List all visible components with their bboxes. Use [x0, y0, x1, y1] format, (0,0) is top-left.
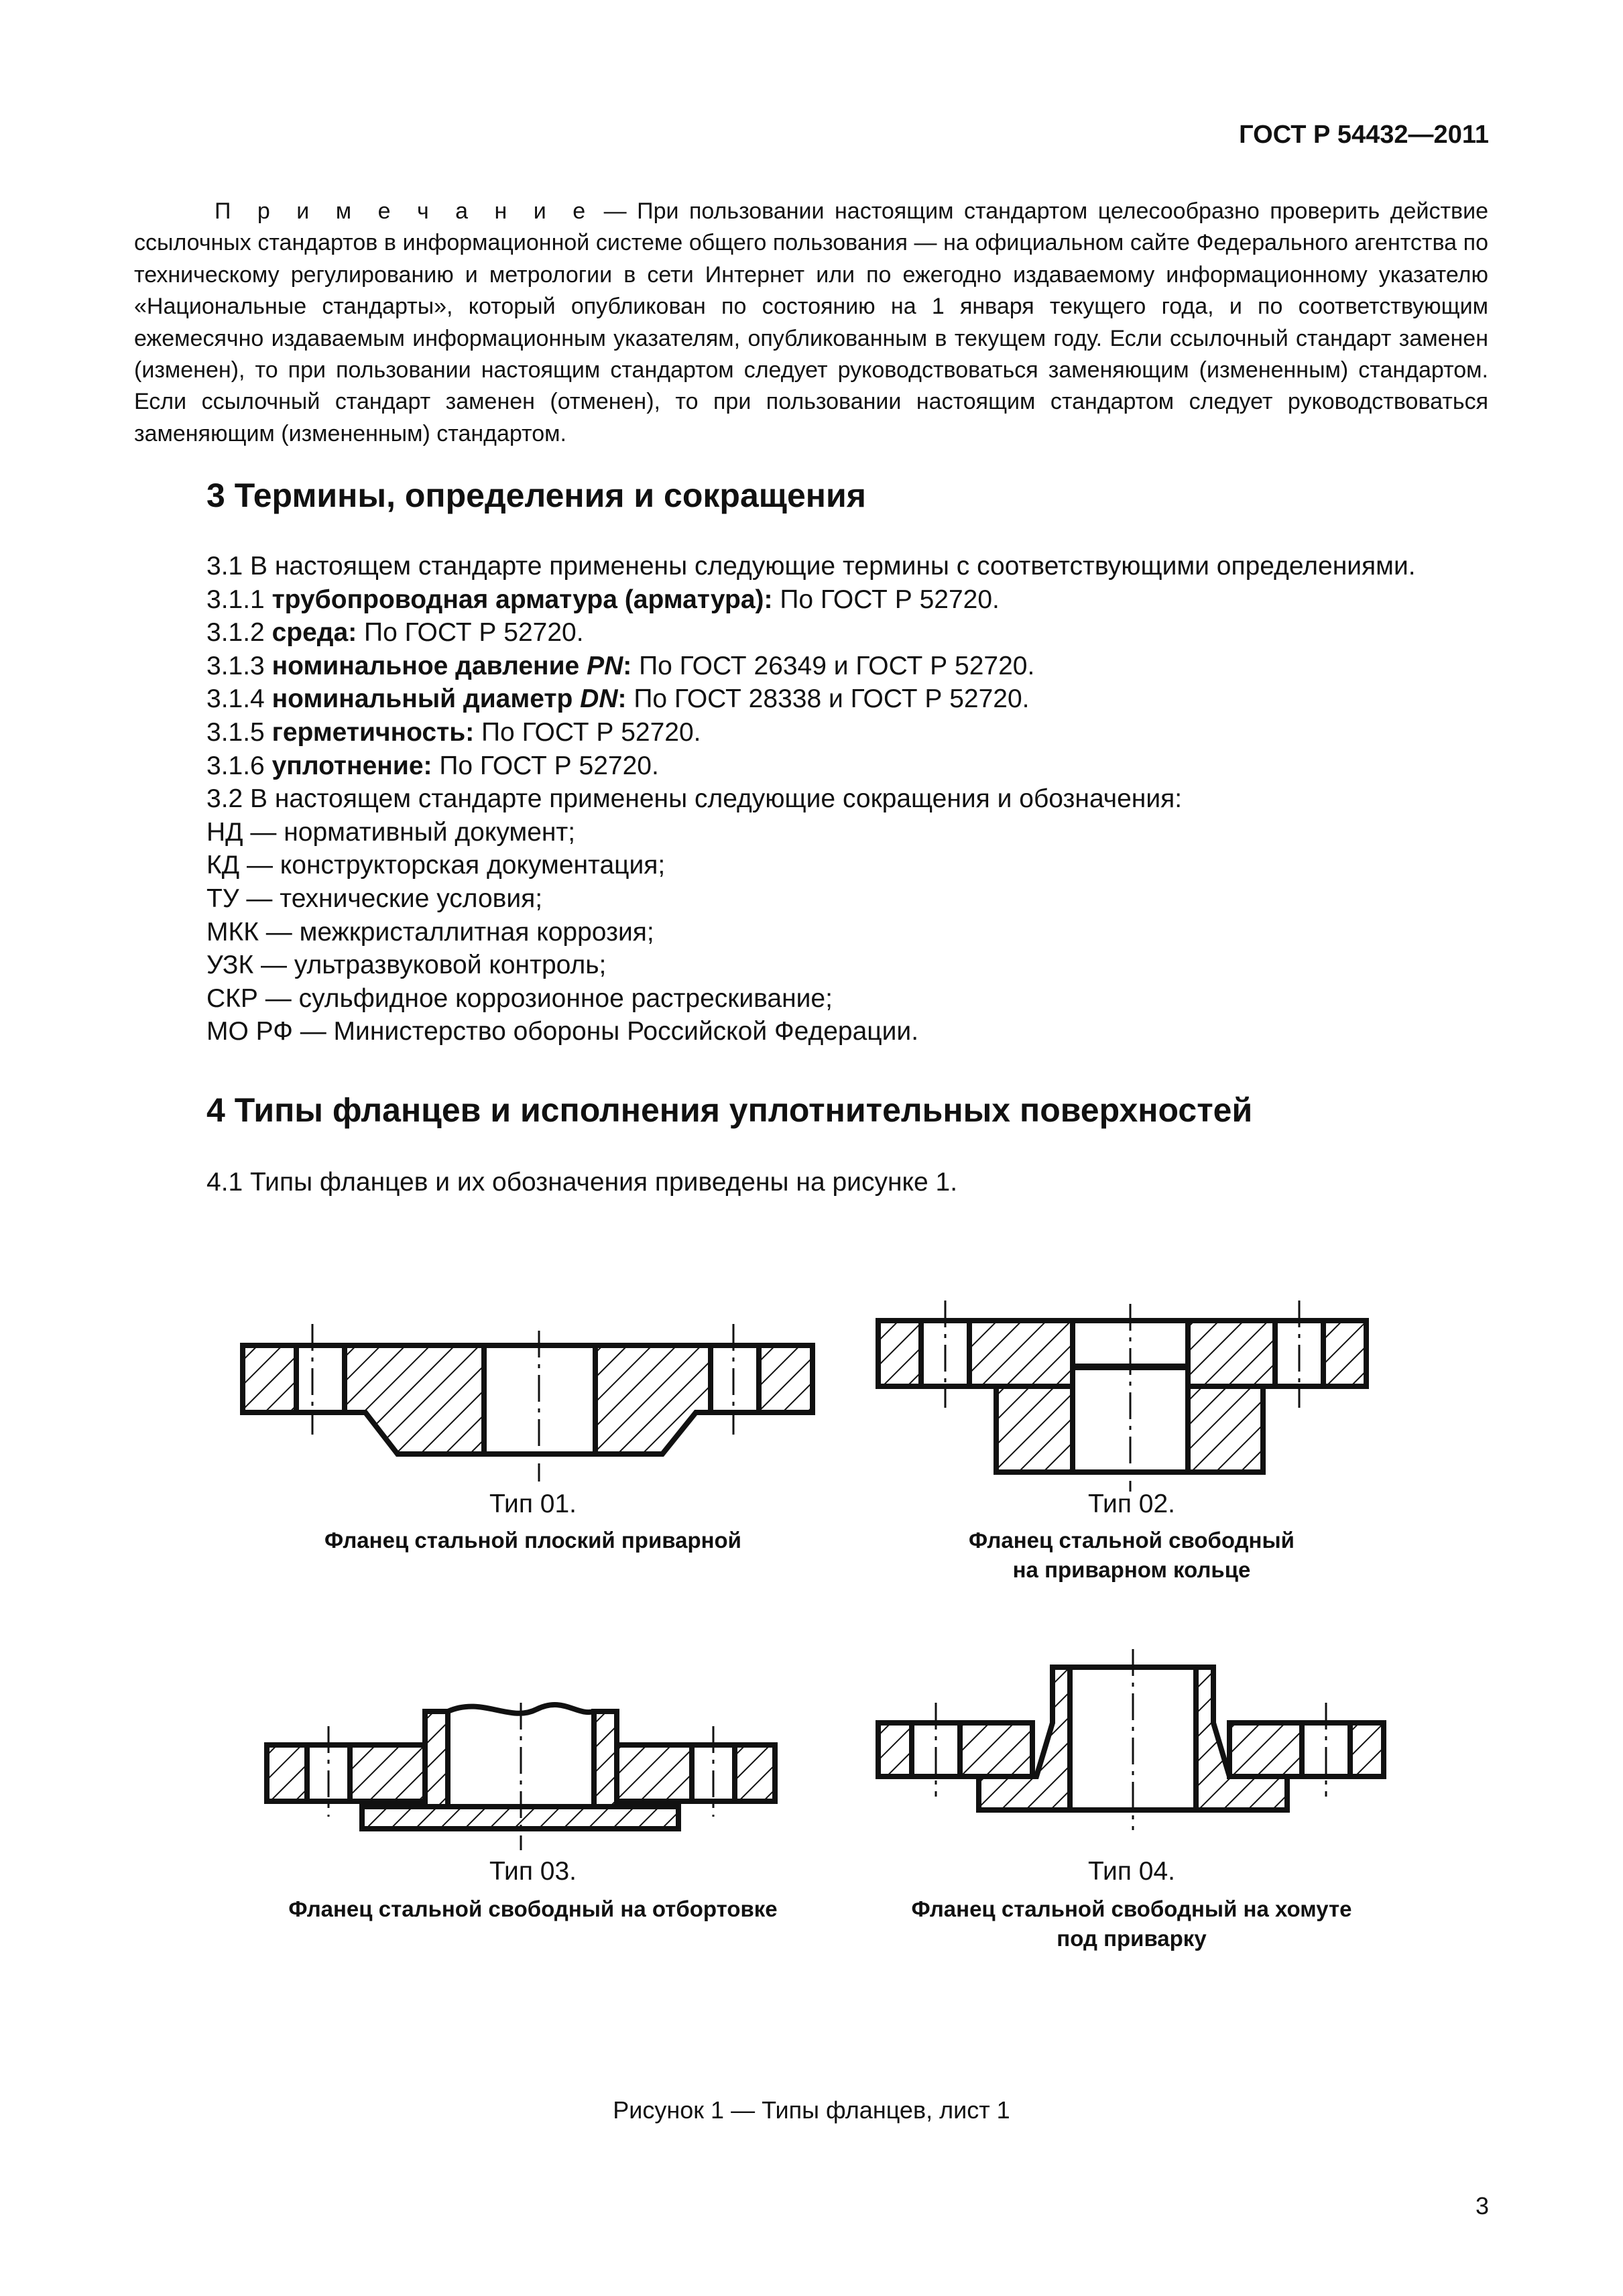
abbr-item: ТУ — технические условия; — [206, 884, 543, 913]
type-04-label: Тип 04. — [1087, 1857, 1176, 1886]
abbr-item: НД — нормативный документ; — [206, 817, 576, 847]
paragraph-4-1: 4.1 Типы фланцев и их обозначения приведены на рисунке 1. — [206, 1168, 958, 1197]
term-3-1-5: 3.1.5 герметичность: По ГОСТ Р 52720. — [206, 717, 701, 747]
flange-type-03-drawing — [267, 1703, 775, 1850]
type-02-label: Тип 02. — [1087, 1490, 1176, 1518]
term-3-1-3: 3.1.3 номинальное давление PN: По ГОСТ 26349 и ГОСТ Р 52720. — [206, 651, 1035, 680]
abbr-item: СКР — сульфидное коррозионное растрескивание; — [206, 983, 833, 1013]
abbr-item: МКК — межкристаллитная коррозия; — [206, 917, 654, 947]
flange-type-04-drawing — [878, 1649, 1384, 1830]
section-4-title: 4 Типы фланцев и исполнения уплотнительных поверхностей — [206, 1091, 1253, 1129]
term-3-1-1: 3.1.1 трубопроводная арматура (арматура): По ГОСТ Р 52720. — [206, 585, 1000, 614]
type-01-description: Фланец стальной плоский приварной — [324, 1528, 741, 1553]
type-04-description: Фланец стальной свободный на хомуте под приварку — [911, 1896, 1352, 1951]
term-3-1-4: 3.1.4 номинальный диаметр DN: По ГОСТ 28338 и ГОСТ Р 52720. — [206, 684, 1030, 714]
type-03-label: Тип 03. — [489, 1857, 577, 1886]
term-3-1-2: 3.1.2 среда: По ГОСТ Р 52720. — [206, 618, 584, 648]
abbr-item: МО РФ — Министерство обороны Российской Федерации. — [206, 1017, 919, 1046]
document-header: ГОСТ Р 54432—2011 — [1239, 121, 1489, 149]
note-text: — При пользовании настоящим стандартом целесообразно проверить действие ссылочных стандартов в информационной системе общего пользования — на официальном сайте Федерального агентства по техническому регулированию и метрологии в сети Интернет или по ежегодно издаваемому информационному указателю «Национальные стандарты», который опубликован по состоянию на 1 января текущего года, и по соответствующим ежемесячно издаваемым информационным указателям, опубликованным в текущем году. Если ссылочный стандарт заменен (изменен), то при пользовании настоящим стандартом следует руководствоваться заменяющим (измененным) стандартом. Если ссылочный стандарт заменен (отменен), то при пользовании настоящим стандартом следует руководствоваться заменяющим (измененным) стандартом. — [134, 198, 1488, 446]
section-3-title: 3 Термины, определения и сокращения — [206, 477, 866, 514]
type-01-label: Тип 01. — [489, 1490, 577, 1518]
paragraph-3-2: 3.2 В настоящем стандарте применены следующие сокращения и обозначения: — [206, 784, 1183, 814]
type-03-description: Фланец стальной свободный на отбортовке — [288, 1896, 778, 1921]
abbr-item: УЗК — ультразвуковой контроль; — [206, 951, 607, 980]
figure-caption: Рисунок 1 — Типы фланцев, лист 1 — [613, 2096, 1010, 2124]
note-label: П р и м е ч а н и е — [215, 198, 594, 224]
type-02-description: Фланец стальной свободный на приварном кольце — [969, 1528, 1295, 1582]
flange-type-01-drawing — [243, 1324, 813, 1482]
page-number: 3 — [1475, 2192, 1489, 2220]
abbr-item: КД — конструкторская документация; — [206, 851, 666, 880]
paragraph-3-1: 3.1 В настоящем стандарте применены следующие термины с соответствующими определениями. — [206, 552, 1416, 581]
flange-type-02-drawing — [878, 1301, 1366, 1492]
term-3-1-6: 3.1.6 уплотнение: По ГОСТ Р 52720. — [206, 751, 659, 780]
